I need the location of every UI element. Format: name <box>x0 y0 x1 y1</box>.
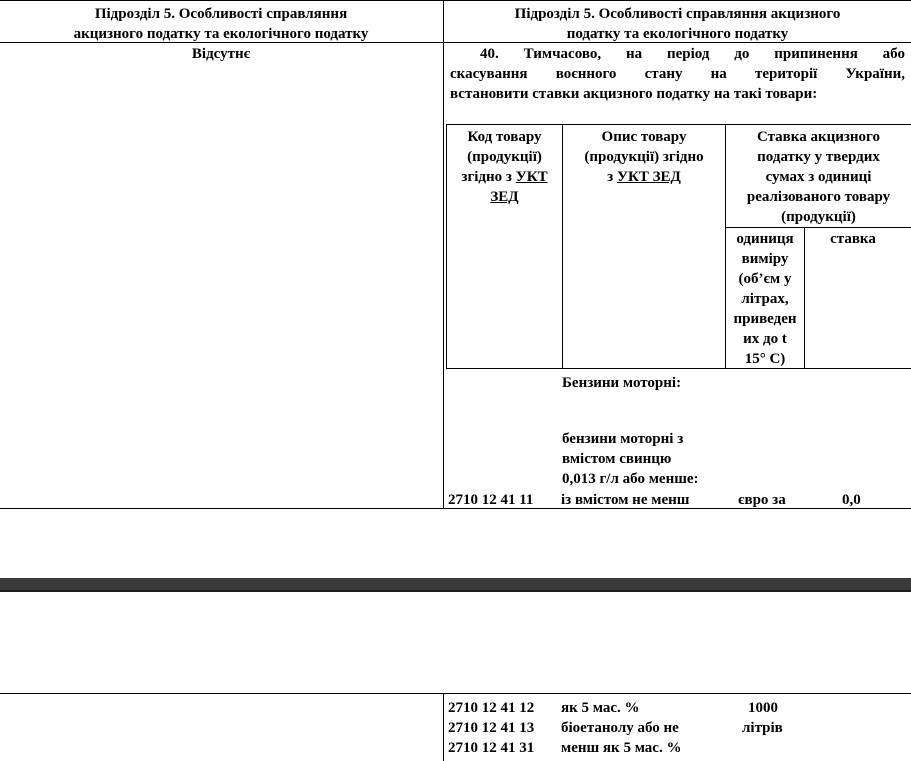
row-description: менш як 5 мас. % <box>561 740 682 756</box>
lead-description <box>562 429 699 489</box>
row-description: біоетанолу або не <box>561 720 679 736</box>
row-rate: 0,0 <box>842 492 861 508</box>
unit-header-line-6: их до t <box>743 331 787 347</box>
desc-line-1: бензини моторні з <box>562 431 684 447</box>
code-header-line-3 <box>447 167 562 187</box>
description-column-header <box>563 127 725 187</box>
paragraph-40 <box>450 44 905 104</box>
rate-group-header <box>726 127 911 227</box>
right-header-line-1: Підрозділ 5. Особливості справляння акцизного <box>514 6 841 22</box>
row-unit: 1000 <box>748 700 778 716</box>
left-header-line-2: акцизного податку та екологічного податку <box>73 26 369 42</box>
page2-row-1 <box>0 698 911 718</box>
page-separator-shadow <box>0 590 911 592</box>
right-header-line-2: податку та екологічного податку <box>566 26 789 42</box>
ukt-link-1: УКТ <box>515 169 548 185</box>
unit-header-line-4: літрах, <box>741 291 789 307</box>
desc-header-line-1: Опис товару <box>601 129 687 145</box>
row-code: 2710 12 41 11 <box>448 492 534 508</box>
left-column-header <box>0 4 442 44</box>
code-header-line-1: Код товару <box>467 129 542 145</box>
row-unit: євро за <box>738 492 786 508</box>
desc-header-line-2: (продукції) згідно <box>584 149 704 165</box>
rate-group-line-4: реалізованого товару <box>746 189 891 205</box>
row-code: 2710 12 41 31 <box>448 740 535 756</box>
left-header-line-1: Підрозділ 5. Особливості справляння <box>94 6 348 22</box>
row-description: як 5 мас. % <box>561 700 640 716</box>
desc-line-2: вмістом свинцю <box>562 451 672 467</box>
rate-group-line-1: Ставка акцизного <box>757 129 880 145</box>
right-column-header <box>444 4 911 44</box>
unit-header-line-2: виміру <box>741 251 789 267</box>
page2-row-3 <box>0 738 911 758</box>
desc-line-3: 0,013 г/л або менше: <box>562 471 699 487</box>
paragraph-line-1: 40. Тимчасово, на період до припинення або <box>480 46 905 62</box>
rate-group-line-2: податку у твердих <box>757 149 880 165</box>
left-cell-absent: Відсутнє <box>191 46 251 62</box>
desc-header-prefix: з <box>607 169 617 185</box>
row-description: із вмістом не менш <box>561 492 690 508</box>
code-column-header <box>447 127 562 207</box>
unit-header-line-7: 15° С) <box>744 351 786 367</box>
unit-column-header <box>726 229 804 369</box>
paragraph-line-3: встановити ставки акцизного податку на такі товари: <box>450 86 818 102</box>
zed-link-1: ЗЕД <box>490 189 519 205</box>
ukt-zed-link-2: УКТ ЗЕД <box>616 169 681 185</box>
paragraph-line-2: скасування воєнного стану на території України, <box>450 66 905 82</box>
unit-header-line-3: (об’єм у <box>738 271 792 287</box>
rate-column-header: ставка <box>830 231 876 247</box>
group-title: Бензини моторні: <box>562 375 682 391</box>
rate-group-line-5: (продукції) <box>781 209 856 225</box>
row-code: 2710 12 41 13 <box>448 720 535 736</box>
unit-header-line-1: одиниця <box>736 231 794 247</box>
unit-header-line-5: приведен <box>733 311 797 327</box>
row-unit: літрів <box>742 720 783 736</box>
desc-header-line-3 <box>563 167 725 187</box>
page2-row-2 <box>0 718 911 738</box>
code-header-line-2: (продукції) <box>467 149 542 165</box>
code-header-prefix: згідно з <box>461 169 516 185</box>
rate-group-line-3: сумах з одиниці <box>765 169 872 185</box>
table-row-1 <box>0 490 911 510</box>
row-code: 2710 12 41 12 <box>448 700 535 716</box>
